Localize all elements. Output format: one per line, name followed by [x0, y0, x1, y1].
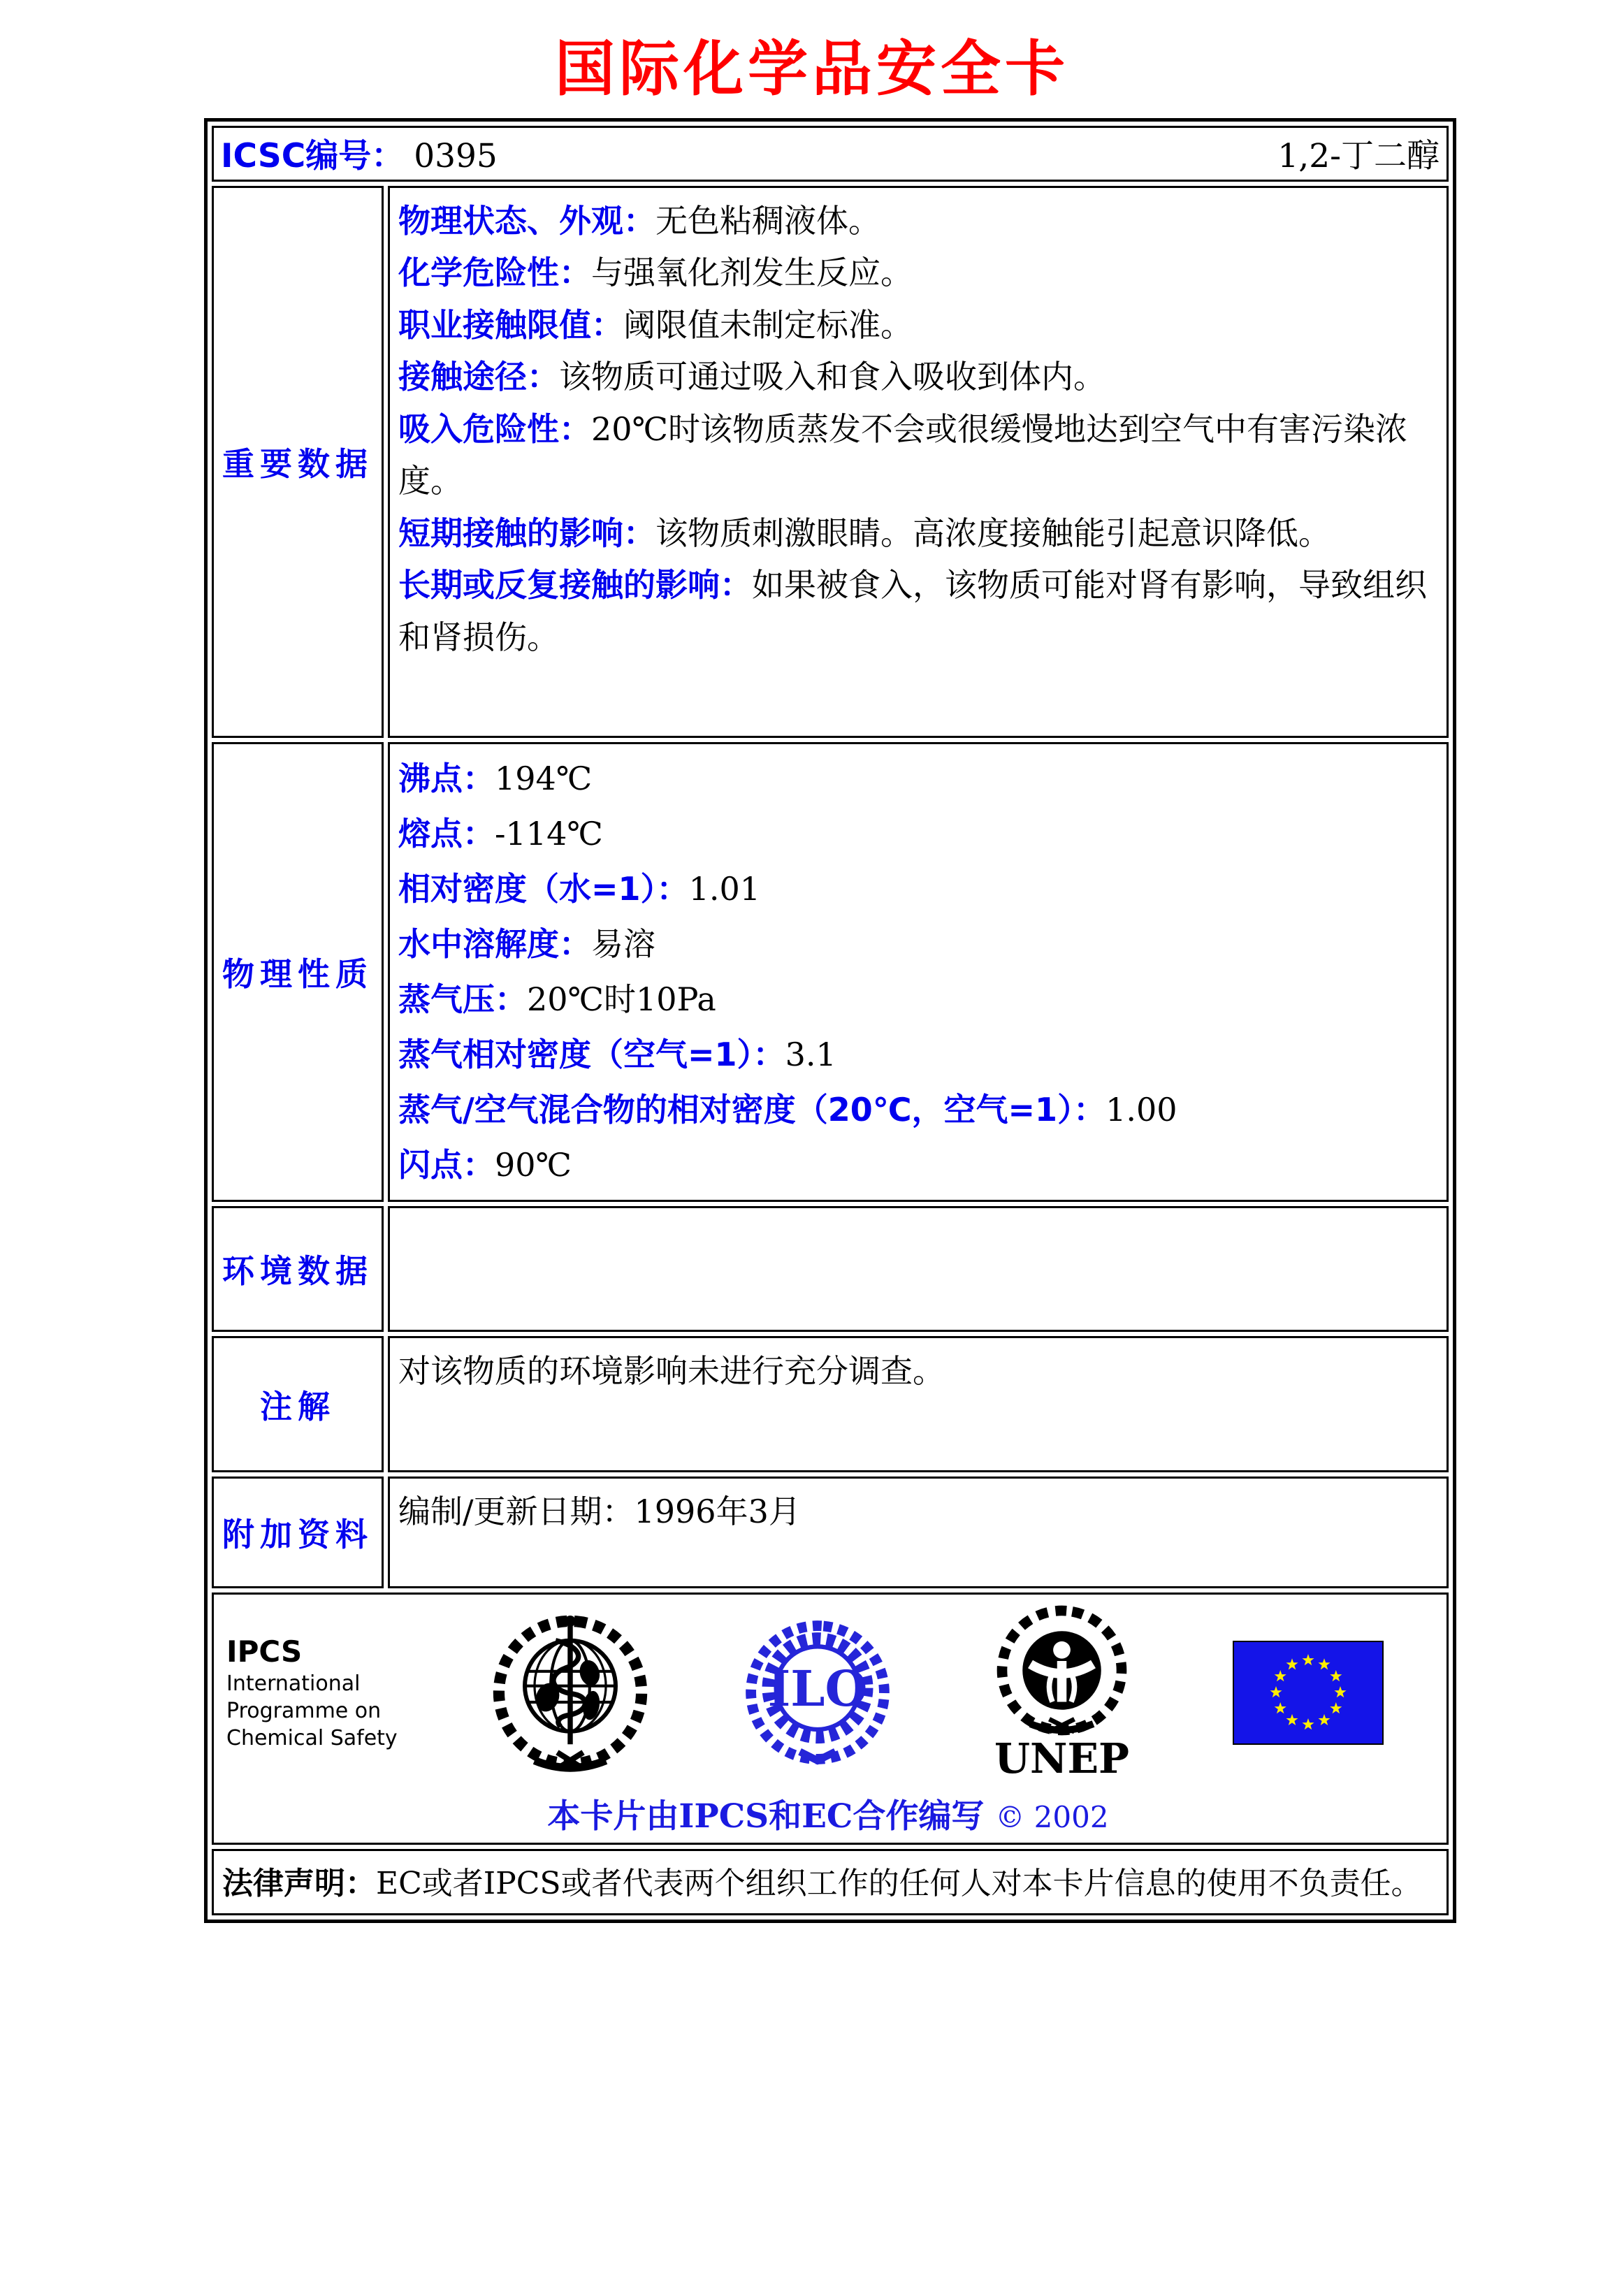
- field-vapor-pressure: [398, 972, 1438, 1027]
- field-value: 1.00: [1105, 1091, 1177, 1129]
- field-label: 吸入危险性：: [398, 409, 591, 448]
- field-value: -114℃: [495, 814, 603, 853]
- icsc-number-label: ICSC编号：: [221, 137, 405, 176]
- field-melting-point: [398, 806, 1438, 862]
- logos-cell: [212, 1593, 1449, 1845]
- safety-card-table: [204, 118, 1456, 1924]
- section-label-notes: 注解: [212, 1336, 384, 1472]
- legal-notice-text: EC或者IPCS或者代表两个组织工作的任何人对本卡片信息的使用不负责任。: [376, 1866, 1422, 1902]
- unep-logo: [983, 1604, 1140, 1780]
- field-label: 职业接触限值：: [398, 305, 623, 344]
- page-title: 国际化学品安全卡: [555, 34, 1069, 104]
- field-label: 熔点：: [398, 814, 495, 853]
- field-value: 194℃: [495, 759, 593, 797]
- field-vapor-air-mixture-density: [398, 1082, 1438, 1138]
- environmental-data-row: [212, 1206, 1449, 1332]
- cooperation-caption: [224, 1790, 1433, 1837]
- field-inhalation-risk: [398, 403, 1438, 507]
- field-label: 物理状态、外观：: [398, 201, 655, 240]
- field-value: 该物质刺激眼睛。高浓度接触能引起意识降低。: [655, 514, 1331, 552]
- field-value: 如果被食入，该物质可能对肾有影响，导致组织和肾损伤。: [398, 566, 1427, 656]
- field-label: 相对密度（水=1）：: [398, 869, 689, 908]
- ipcs-line-3: Chemical Safety: [226, 1726, 398, 1751]
- field-value: 20℃时10Pa: [527, 980, 716, 1019]
- field-label: 蒸气相对密度（空气=1）：: [398, 1036, 785, 1074]
- header-cell: [212, 126, 1449, 182]
- field-short-term-effects: [398, 507, 1438, 560]
- physical-properties-content: [388, 742, 1449, 1203]
- notes-content: 对该物质的环境影响未进行充分调查。: [388, 1336, 1449, 1472]
- field-value: 90℃: [495, 1146, 572, 1184]
- field-value: 易溶: [591, 924, 655, 963]
- field-value: 1.01: [688, 869, 760, 908]
- field-relative-density: [398, 862, 1438, 917]
- field-label: 蒸气压：: [398, 980, 527, 1019]
- field-label: 闪点：: [398, 1146, 495, 1184]
- important-data-content: [388, 186, 1449, 738]
- field-label: 长期或反复接触的影响：: [398, 566, 752, 604]
- ipcs-wordmark: [226, 1634, 398, 1753]
- field-label: 化学危险性：: [398, 254, 591, 292]
- section-label-environmental-data: 环境数据: [212, 1206, 384, 1332]
- field-value: 与强氧化剂发生反应。: [591, 254, 913, 292]
- icsc-number-group: [221, 130, 498, 177]
- physical-properties-row: [212, 742, 1449, 1203]
- field-chemical-hazard: [398, 247, 1438, 299]
- field-value: 无色粘稠液体。: [655, 201, 880, 240]
- ipcs-line-2: Programme on: [226, 1699, 382, 1724]
- additional-info-row: [212, 1477, 1449, 1588]
- field-label: 水中溶解度：: [398, 924, 591, 963]
- field-label: 接触途径：: [398, 358, 559, 396]
- section-label-additional-info: 附加资料: [212, 1477, 384, 1588]
- legal-notice: [212, 1849, 1449, 1915]
- section-label-physical-properties: 物理性质: [212, 742, 384, 1203]
- field-label: 蒸气/空气混合物的相对密度（20℃，空气=1）：: [398, 1091, 1106, 1129]
- field-boiling-point: [398, 751, 1438, 806]
- legal-notice-label: 法律声明：: [222, 1866, 376, 1902]
- field-value: 该物质可通过吸入和食入吸收到体内。: [559, 358, 1105, 396]
- logos-row: [212, 1593, 1449, 1845]
- legal-row: [212, 1849, 1449, 1915]
- ilo-logo-text: ILO: [767, 1660, 868, 1718]
- notes-row: [212, 1336, 1449, 1472]
- ipcs-title: IPCS: [226, 1634, 303, 1669]
- field-label: 短期接触的影响：: [398, 514, 655, 552]
- unep-logo-text: UNEP: [994, 1734, 1130, 1781]
- who-logo: [489, 1611, 651, 1773]
- field-vapor-density: [398, 1027, 1438, 1082]
- field-label: 沸点：: [398, 759, 495, 797]
- caption-text: 本卡片由IPCS和EC合作编写: [547, 1797, 985, 1836]
- icsc-number-value: 0395: [414, 137, 498, 176]
- field-long-term-effects: [398, 559, 1438, 663]
- field-value: 阈限值未制定标准。: [623, 305, 913, 344]
- field-water-solubility: [398, 917, 1438, 972]
- caption-copyright: © 2002: [995, 1800, 1109, 1835]
- field-value: 20℃时该物质蒸发不会或很缓慢地达到空气中有害污染浓度。: [398, 409, 1407, 500]
- important-data-row: [212, 186, 1449, 738]
- header-row: [212, 126, 1449, 182]
- field-physical-state: [398, 195, 1438, 247]
- chemical-name: 1,2-丁二醇: [1277, 137, 1440, 176]
- section-label-important-data: 重要数据: [212, 186, 384, 738]
- environmental-data-content: [388, 1206, 1449, 1332]
- field-value: 3.1: [785, 1036, 836, 1074]
- eu-flag: [1233, 1641, 1384, 1745]
- field-exposure-limit: [398, 299, 1438, 351]
- field-flash-point: [398, 1138, 1438, 1193]
- ilo-logo: [744, 1618, 892, 1766]
- additional-info-content: 编制/更新日期：1996年3月: [388, 1477, 1449, 1588]
- ipcs-line-1: International: [226, 1671, 361, 1697]
- field-exposure-routes: [398, 351, 1438, 403]
